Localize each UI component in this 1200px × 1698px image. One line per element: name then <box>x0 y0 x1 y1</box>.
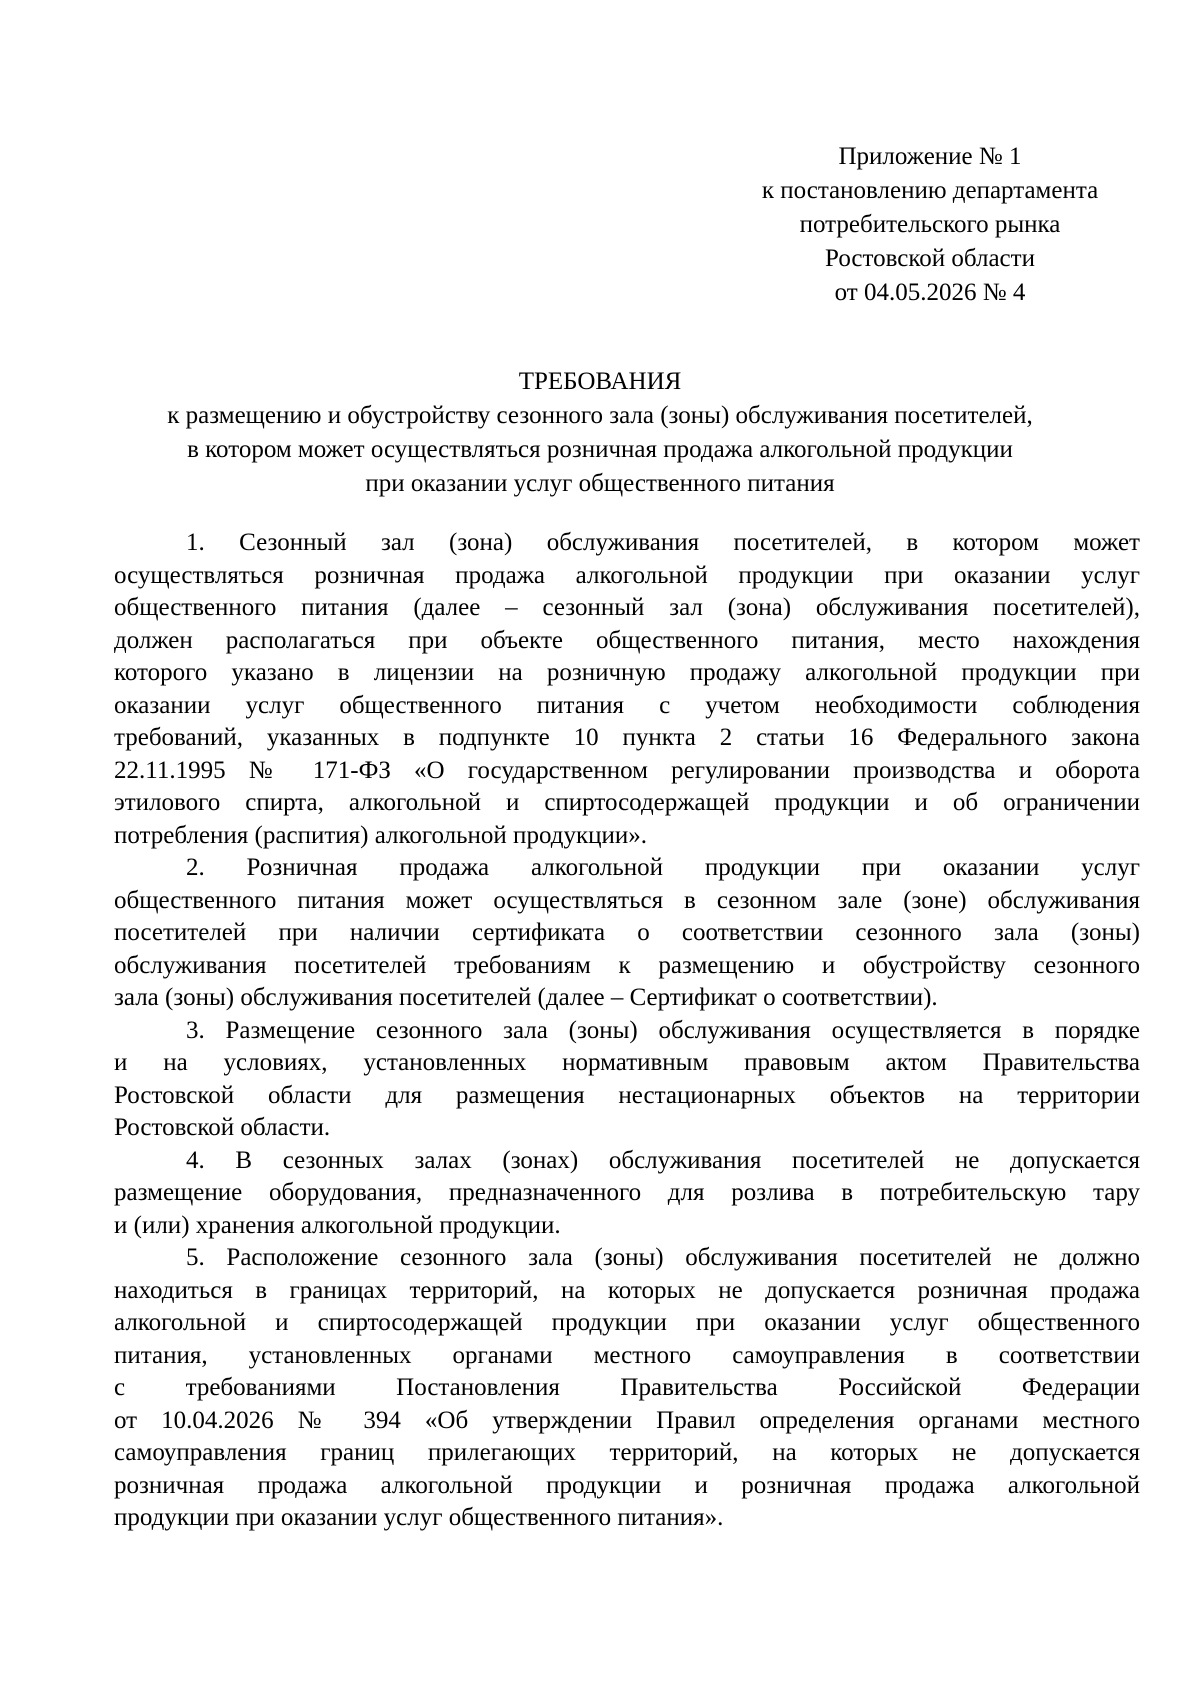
paragraph-line: обслуживания посетителей требованиям к размещению и обустройству сезонного <box>114 951 1140 979</box>
paragraph-line: этилового спирта, алкогольной и спиртосодержащей продукции и об ограничении <box>114 789 1140 816</box>
paragraph-1 <box>114 527 1140 852</box>
paragraph-line: размещение оборудования, предназначенного для розлива в потребительскую тару <box>114 1179 1140 1206</box>
paragraph-2 <box>114 852 1140 1015</box>
paragraph-line: требований, указанных в подпункте 10 пункта 2 статьи 16 Федерального закона <box>114 724 1140 751</box>
paragraph-line: 1. Сезонный зал (зона) обслуживания посетителей, в котором может <box>186 529 1140 556</box>
title-subtitle-line: к размещению и обустройству сезонного зала (зоны) обслуживания посетителей, <box>167 402 1033 429</box>
paragraph-line: оказании услуг общественного питания с учетом необходимости соблюдения <box>114 691 1140 719</box>
paragraph-line: от 10.04.2026 № 394 «Об утверждении Правил определения органами местного <box>114 1406 1140 1434</box>
title-subtitle-line: в котором может осуществляться розничная продажа алкогольной продукции <box>187 436 1013 463</box>
paragraph-line: зала (зоны) обслуживания посетителей (далее – Сертификат о соответствии). <box>114 984 938 1011</box>
paragraph-line: общественного питания (далее – сезонный зал (зона) обслуживания посетителей), <box>114 594 1140 621</box>
paragraph-line: посетителей при наличии сертификата о соответствии сезонного зала (зоны) <box>114 919 1140 946</box>
paragraph-line: Ростовской области. <box>114 1114 331 1141</box>
document-title <box>0 365 1200 501</box>
paragraph-line: и (или) хранения алкогольной продукции. <box>114 1211 561 1239</box>
appendix-department-line: потребительского рынка <box>799 211 1061 238</box>
paragraph-line: продукции при оказании услуг общественного питания». <box>114 1504 724 1531</box>
title-heading: ТРЕБОВАНИЯ <box>518 368 682 395</box>
paragraph-4 <box>114 1145 1140 1243</box>
paragraph-line: Ростовской области для размещения нестационарных объектов на территории <box>114 1081 1140 1109</box>
title-subtitle-line: при оказании услуг общественного питания <box>365 470 835 497</box>
paragraph-line: общественного питания может осуществляться в сезонном зале (зоне) обслуживания <box>114 886 1140 914</box>
appendix-region-line: Ростовской области <box>825 245 1035 272</box>
paragraph-line: с требованиями Постановления Правительства Российской Федерации <box>114 1374 1140 1401</box>
paragraph-line: 5. Расположение сезонного зала (зоны) обслуживания посетителей не должно <box>186 1244 1140 1271</box>
paragraph-3 <box>114 1015 1140 1145</box>
paragraph-line: 22.11.1995 № 171-ФЗ «О государственном регулировании производства и оборота <box>114 756 1140 784</box>
paragraph-line: которого указано в лицензии на розничную продажу алкогольной продукции при <box>114 659 1140 686</box>
paragraph-line: находиться в границах территорий, на которых не допускается розничная продажа <box>114 1276 1140 1304</box>
paragraph-line: алкогольной и спиртосодержащей продукции при оказании услуг общественного <box>114 1309 1140 1336</box>
appendix-resolution-line: к постановлению департамента <box>761 177 1099 204</box>
paragraph-line: 3. Размещение сезонного зала (зоны) обслуживания осуществляется в порядке <box>186 1016 1140 1044</box>
paragraph-line: 2. Розничная продажа алкогольной продукции при оказании услуг <box>186 854 1140 881</box>
appendix-date-line: от 04.05.2026 № 4 <box>834 279 1026 306</box>
paragraph-line: розничная продажа алкогольной продукции и розничная продажа алкогольной <box>114 1471 1140 1499</box>
appendix-number: Приложение № 1 <box>838 143 1022 170</box>
paragraph-line: 4. В сезонных залах (зонах) обслуживания посетителей не допускается <box>186 1146 1140 1174</box>
paragraph-line: должен располагаться при объекте общественного питания, место нахождения <box>114 626 1140 654</box>
paragraph-5 <box>114 1242 1140 1535</box>
paragraph-line: потребления (распития) алкогольной продукции». <box>114 821 647 849</box>
document-body <box>114 527 1140 1535</box>
paragraph-line: и на условиях, установленных нормативным правовым актом Правительства <box>114 1049 1140 1076</box>
paragraph-line: самоуправления границ прилегающих территорий, на которых не допускается <box>114 1439 1140 1466</box>
appendix-header <box>740 140 1120 310</box>
paragraph-line: питания, установленных органами местного самоуправления в соответствии <box>114 1341 1140 1369</box>
paragraph-line: осуществляться розничная продажа алкогольной продукции при оказании услуг <box>114 561 1140 589</box>
